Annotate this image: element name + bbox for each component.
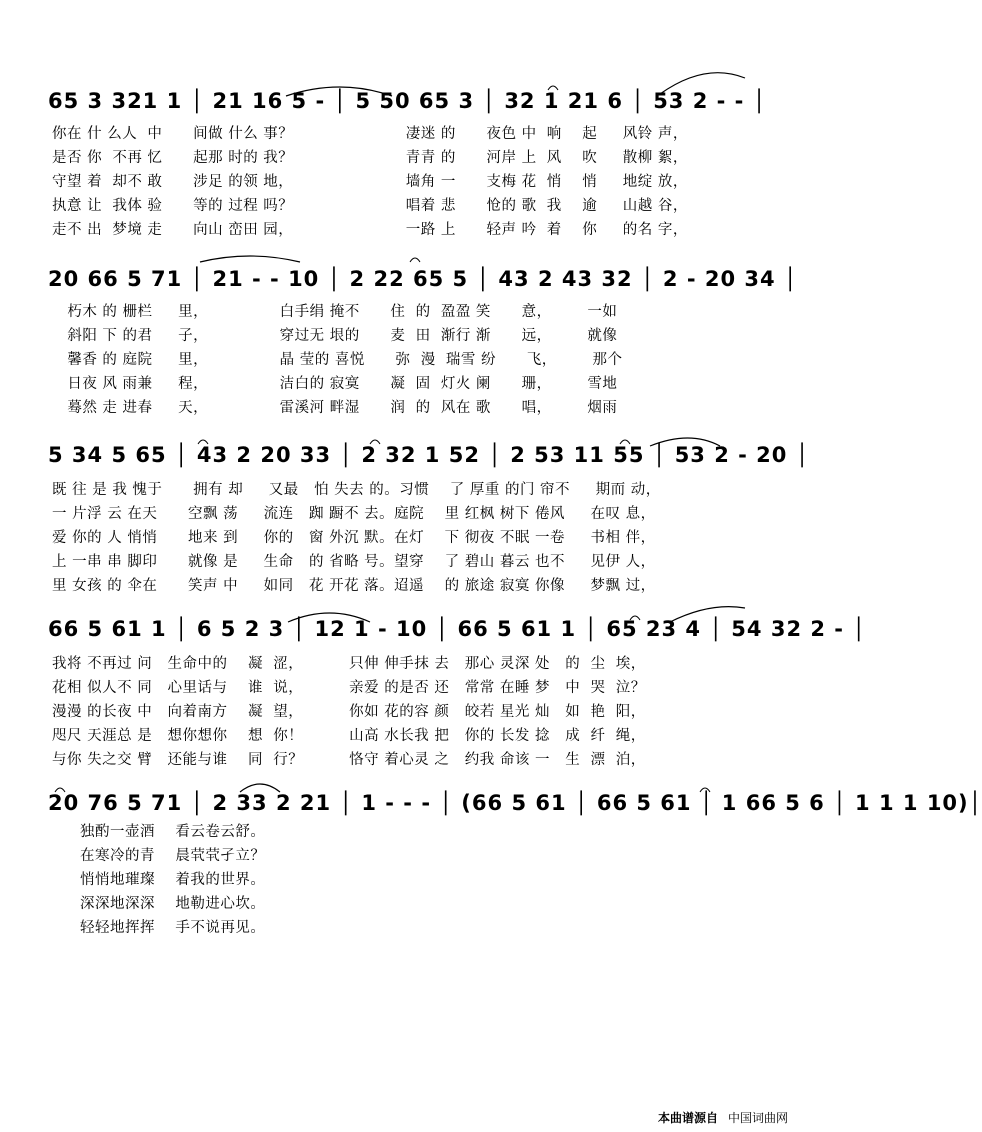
- lyric-verse-1: 既 往 是 我 愧于 拥有 却 又最 怕 失去 的。习惯 了 厚重 的门 帘不 期而 动，: [52, 482, 661, 498]
- credit-label: 本曲谱源自: [657, 1111, 718, 1125]
- lyric-verse-4: 上 一串 串 脚印 就像 是 生命 的 省略 号。望穿 了 碧山 暮云 也不 见伊 人，: [52, 554, 656, 570]
- lyric-verse-4: 深深地深深 地勒进心坎。: [80, 896, 266, 912]
- lyric-verse-4: 日夜 风 雨兼 程， 洁白的 寂寞 凝 固 灯火 阑 珊， 雪地: [52, 376, 618, 392]
- lyric-verse-3: 爱 你的 人 悄悄 地来 到 你的 窗 外沉 默。在灯 下 彻夜 不眠 一卷 书相 伴，: [52, 530, 656, 546]
- lyric-verse-2: 斜阳 下 的君 子， 穿过无 垠的 麦 田 渐行 渐 远， 就像: [52, 328, 618, 344]
- lyric-verse-4: 咫尺 天涯总 是 想你想你 想 你！ 山高 水长我 把 你的 长发 捻 成 纤 绳，: [52, 728, 646, 744]
- lyric-verse-1: 我将 不再过 问 生命中的 凝 涩， 只伸 伸手抹 去 那心 灵深 处 的 尘 埃，: [52, 656, 646, 672]
- lyric-verse-1: 独酌一壶酒 看云卷云舒。: [80, 824, 266, 840]
- lyric-verse-4: 执意 让 我体 验 等的 过程 吗？ 唱着 悲 怆的 歌 我 逾 山越 谷，: [52, 198, 688, 214]
- notation-line: 20 66 5 71 │ 21 - - 10 │ 2 22 65 5 │ 43 2 43 32 │ 2 - 20 34 │: [48, 267, 798, 291]
- lyric-verse-3: 漫漫 的长夜 中 向着南方 凝 望， 你如 花的容 颜 皎若 星光 灿 如 艳 阳，: [52, 704, 646, 720]
- lyric-verse-1: 朽木 的 栅栏 里， 白手绢 掩不 住 的 盈盈 笑 意， 一如: [52, 304, 618, 320]
- lyric-verse-3: 悄悄地璀璨 着我的世界。: [80, 872, 266, 888]
- lyric-verse-3: 馨香 的 庭院 里， 晶 莹的 喜悦 弥 漫 瑞雪 纷 飞， 那个: [52, 352, 623, 368]
- source-credit: [650, 1095, 788, 1126]
- notation-line: 5 34 5 65 │ 43 2 20 33 │ 2 32 1 52 │ 2 53 11 55 │ 53 2 - 20 │: [48, 443, 810, 467]
- lyric-verse-5: 蓦然 走 进春 天， 雷溪河 畔湿 润 的 风在 歌 唱， 烟雨: [52, 400, 618, 416]
- lyric-verse-5: 轻轻地挥挥 手不说再见。: [80, 920, 266, 936]
- notation-line: 20 76 5 71 │ 2 33 2 21 │ 1 - - - │ (66 5 61 │ 66 5 61 │ 1 66 5 6 │ 1 1 1 10)│: [48, 791, 982, 815]
- notation-line: 66 5 61 1 │ 6 5 2 3 │ 12 1 - 10 │ 66 5 61 1 │ 65 23 4 │ 54 32 2 - │: [48, 617, 866, 641]
- lyric-verse-2: 一 片浮 云 在天 空飘 荡 流连 踟 蹰不 去。庭院 里 红枫 树下 倦风 在叹 息，: [52, 506, 656, 522]
- lyric-verse-1: 你在 什 么人 中 间做 什么 事？ 凄迷 的 夜色 中 响 起 风铃 声，: [52, 126, 688, 142]
- notation-line: 65 3 321 1 │ 21 16 5 - │ 5 50 65 3 │ 32 1 21 6 │ 53 2 - - │: [48, 89, 767, 113]
- lyric-verse-2: 是否 你 不再 忆 起那 时的 我？ 青青 的 河岸 上 风 吹 散柳 絮，: [52, 150, 688, 166]
- lyric-verse-2: 在寒冷的青 晨茕茕孑立？: [80, 848, 266, 864]
- lyric-verse-3: 守望 着 却不 敢 涉足 的领 地， 墙角 一 支梅 花 悄 悄 地绽 放，: [52, 174, 688, 190]
- lyric-verse-5: 与你 失之交 臂 还能与谁 同 行？ 恪守 着心灵 之 约我 命该 一 生 漂 泊，: [52, 752, 646, 768]
- lyric-verse-5: 里 女孩 的 伞在 笑声 中 如同 花 开花 落。迢遥 的 旅途 寂寞 你像 梦飘 过，: [52, 578, 656, 594]
- credit-site[interactable]: 中国词曲网: [727, 1111, 788, 1125]
- lyric-verse-5: 走不 出 梦境 走 向山 峦田 园， 一路 上 轻声 吟 着 你 的名 字，: [52, 222, 688, 238]
- lyric-verse-2: 花相 似人不 同 心里话与 谁 说， 亲爱 的是否 还 常常 在睡 梦 中 哭 泣？: [52, 680, 646, 696]
